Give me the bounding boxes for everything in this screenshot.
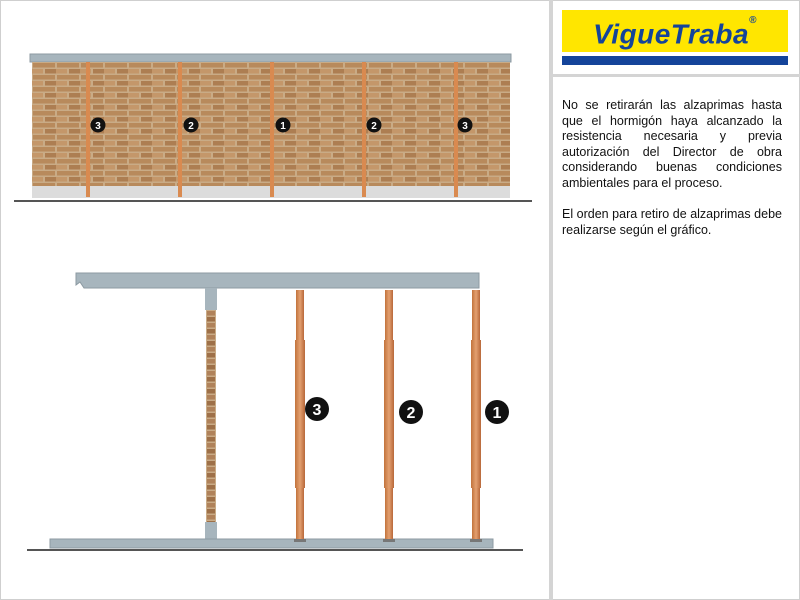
bottom-slab <box>76 273 479 288</box>
registered-mark: ® <box>749 15 757 26</box>
wall-section <box>206 310 216 522</box>
prop-number: 2 <box>371 121 377 132</box>
bottom-prop <box>470 290 509 542</box>
header-rule <box>553 74 800 77</box>
prop-number: 3 <box>95 121 101 132</box>
brand-logo <box>562 10 788 52</box>
prop-number: 1 <box>280 121 286 132</box>
instruction-paragraph-2: El orden para retiro de alzaprimas debe realizarse según el gráfico. <box>562 207 782 237</box>
top-elevation-diagram <box>14 54 532 201</box>
bottom-prop <box>383 290 423 542</box>
wall-column-top <box>205 288 217 310</box>
prop-number: 3 <box>312 402 322 419</box>
prop-number: 2 <box>188 121 194 132</box>
prop-number: 1 <box>492 405 502 422</box>
wall-column-bottom <box>205 522 217 540</box>
bottom-section-diagram <box>27 273 523 550</box>
instructions-text <box>562 98 782 254</box>
prop-number: 2 <box>406 405 416 422</box>
prop-number: 3 <box>462 121 468 132</box>
logo-text: VigueTraba <box>593 18 750 50</box>
instruction-paragraph-1: No se retirarán las alzaprimas hasta que el hormigón haya alcanzado la resistencia necesaria y previa autorización del Director de obra considerando buenas condiciones ambientales para el proceso. <box>562 98 782 190</box>
logo-underline-bar <box>562 56 788 65</box>
top-slab <box>30 54 511 62</box>
bottom-prop <box>294 290 329 542</box>
floor-slab <box>50 539 493 548</box>
